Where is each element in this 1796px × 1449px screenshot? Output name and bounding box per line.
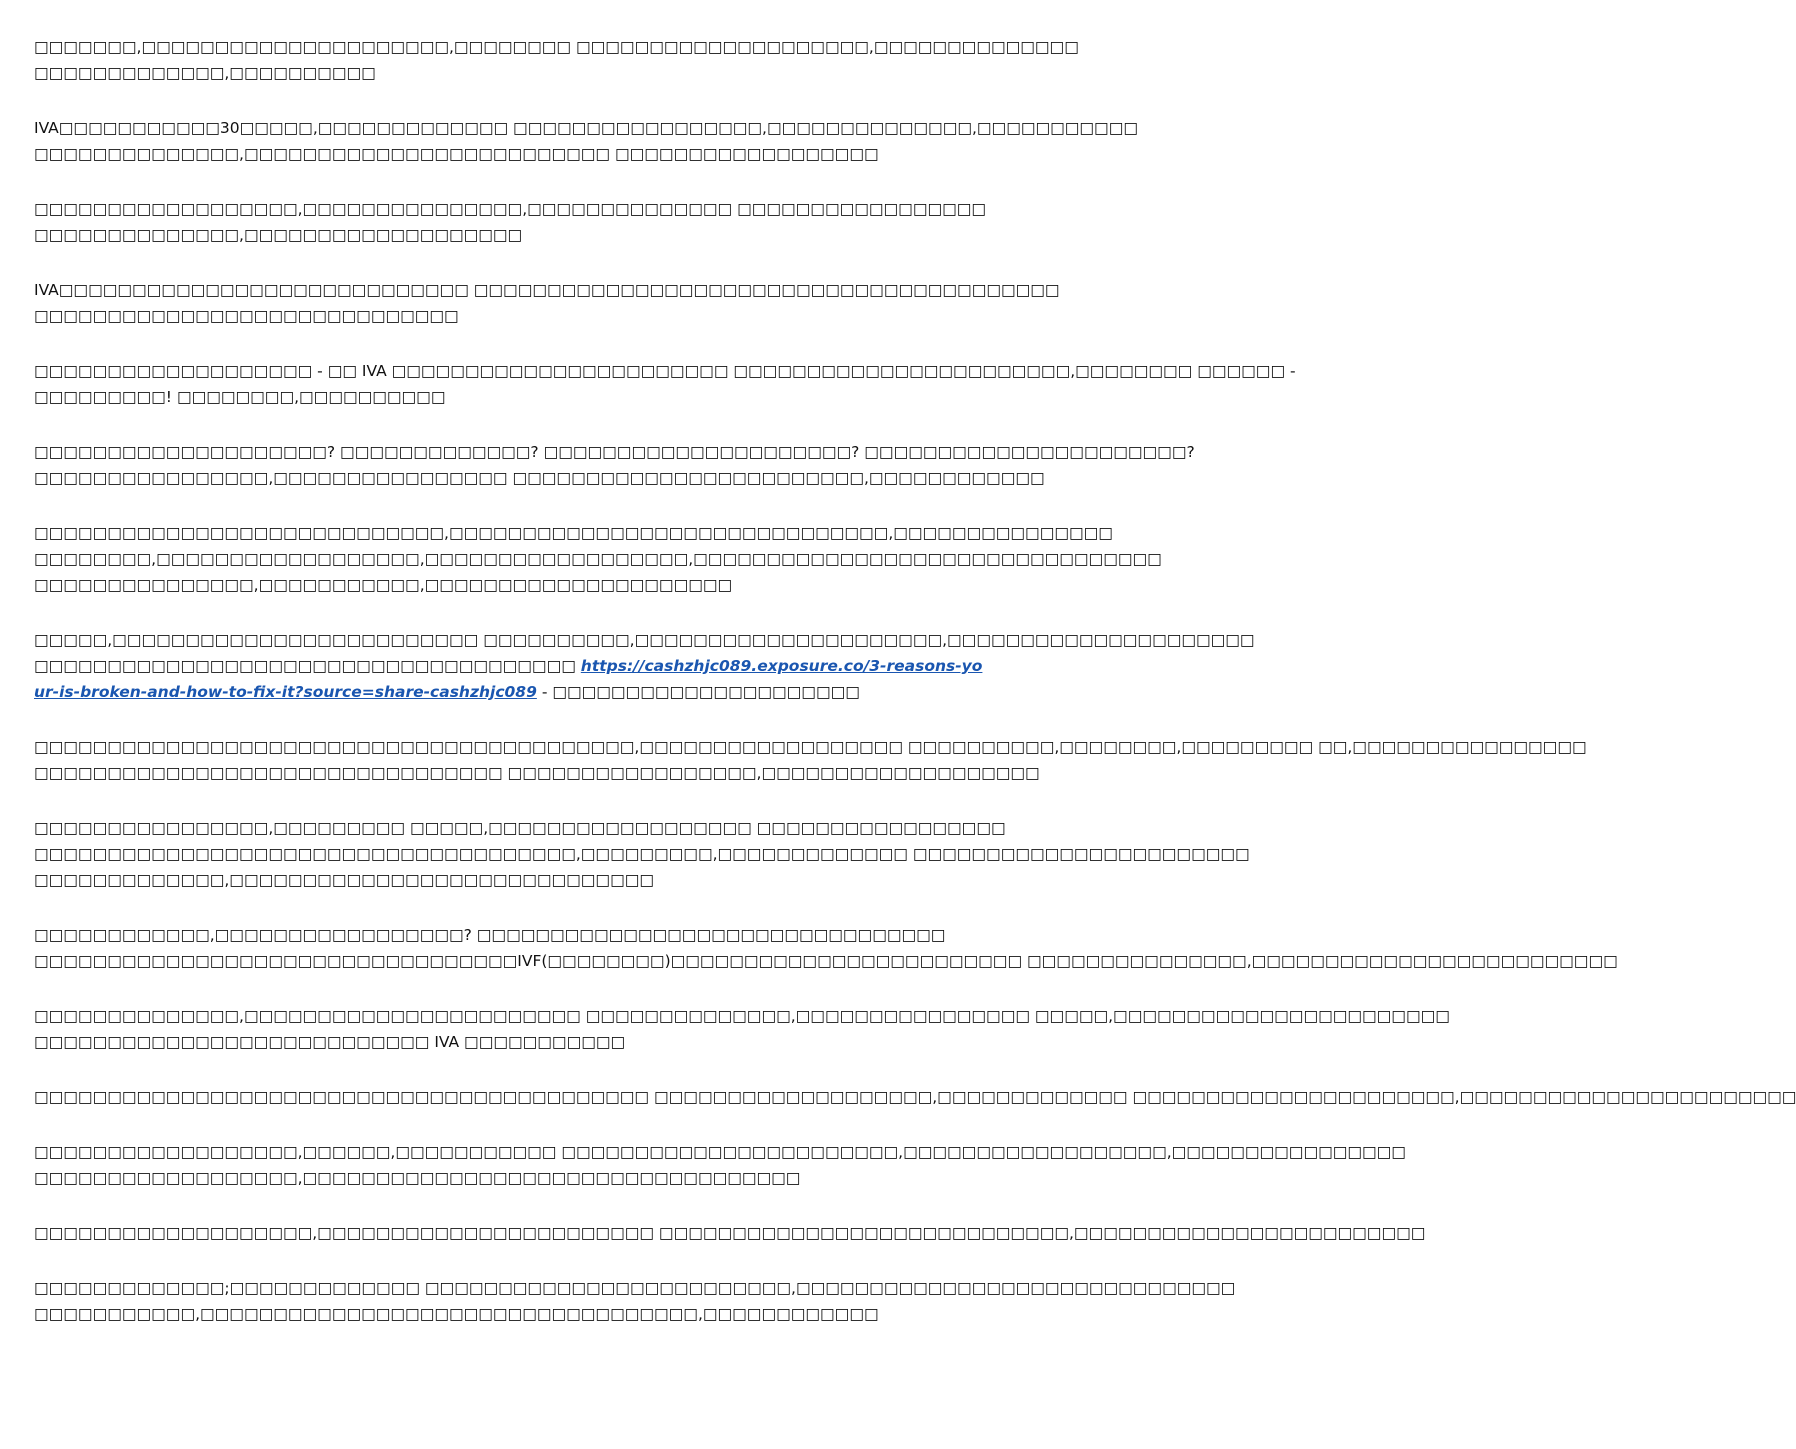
- paragraph: [34, 277, 1060, 329]
- paragraph: [34, 1003, 1450, 1055]
- text-line: □□□□□□□□□□□,□□□□□□□□□□□□□□□□□□□□□□□□□□□□□□□□□□,□□□□□□□□□□□□: [34, 1305, 879, 1323]
- text-line: □□□□□□□□□□□□,□□□□□□□□□□□□□□□□□? □□□□□□□□□□□□□□□□□□□□□□□□□□□□□□□□: [34, 926, 946, 944]
- paragraph: [34, 358, 1296, 410]
- text-line: □□□□□□□□□! □□□□□□□□,□□□□□□□□□□: [34, 388, 446, 406]
- text-line: □□□□□□□□□□□□□□□□□□□ - □□ IVA □□□□□□□□□□□□□□□□□□□□□□□ □□□□□□□□□□□□□□□□□□□□□□□,□□□□□□□□ □□□□□□ -: [34, 362, 1296, 380]
- text-line: □□□□□□□□□□□□□□,□□□□□□□□□□□□□□□□□□□: [34, 226, 523, 244]
- text-line: □□□□□,□□□□□□□□□□□□□□□□□□□□□□□□□ □□□□□□□□□□,□□□□□□□□□□□□□□□□□□□□□,□□□□□□□□□□□□□□□□□□□□□: [34, 631, 1255, 649]
- text-line: □□□□□□□□□□□□□,□□□□□□□□□□: [34, 64, 376, 82]
- text-line: □□□□□□□□□□□□□□□□□□□□□□□□□□□□□□□□ □□□□□□□□□□□□□□□□□,□□□□□□□□□□□□□□□□□□□: [34, 764, 1040, 782]
- text-line: □□□□□□□□□□□□□□,□□□□□□□□□□□□□□□□□□□□□□□□□ □□□□□□□□□□□□□□□□□□: [34, 145, 879, 163]
- document-body: [34, 34, 1796, 1356]
- paragraph: [34, 734, 1587, 786]
- text-line: □□□□□□□□□□□□□□□,□□□□□□□□□□□,□□□□□□□□□□□□□□□□□□□□□: [34, 576, 733, 594]
- paragraph: [34, 815, 1250, 893]
- text-line: □□□□□□□□□□□□□□□□□□,□□□□□□□□□□□□□□□,□□□□□□□□□□□□□□ □□□□□□□□□□□□□□□□□: [34, 200, 987, 218]
- text-line: IVA□□□□□□□□□□□□□□□□□□□□□□□□□□□□ □□□□□□□□□□□□□□□□□□□□□□□□□□□□□□□□□□□□□□□□: [34, 281, 1060, 299]
- text-line: □□□□□□□□□□□□□□□□□□□□□□□□□□□□□□□□□□□□□□□□□□ □□□□□□□□□□□□□□□□□□□,□□□□□□□□□□□□□ □□□□□□□□□□□□□□□□□□□□□□,□□□□□□□□□□□□□□□□□□□□□□□: [34, 1088, 1796, 1106]
- external-link[interactable]: https://cashzhjc089.exposure.co/3-reasons-your-is-broken-and-how-to-fix-it?source=share-cashzhjc089: [34, 657, 983, 701]
- paragraph: [34, 196, 990, 248]
- text-line: □□□□□□□□□□□□□□□□,□□□□□□□□□ □□□□□,□□□□□□□□□□□□□□□□□□ □□□□□□□□□□□□□□□□□: [34, 819, 1006, 837]
- text-line: □□□□□□□□□□□□□□□□□□□□□□□□□□□□□: [34, 307, 459, 325]
- text-line: □□□□□□□□□□□□□□□□□□□□? □□□□□□□□□□□□□? □□□□□□□□□□□□□□□□□□□□□? □□□□□□□□□□□□□□□□□□□□□□?: [34, 443, 1195, 461]
- paragraph: [34, 922, 1618, 974]
- paragraph: [34, 439, 1195, 491]
- text-line: □□□□□□□□□□□□□□,□□□□□□□□□□□□□□□□□□□□□□□ □□□□□□□□□□□□□□,□□□□□□□□□□□□□□□□ □□□□□,□□□□□□□□□□□□□□□□□□□□□□□: [34, 1007, 1450, 1025]
- text-line-with-link: [34, 653, 990, 705]
- paragraph: [34, 1084, 1796, 1110]
- text-line: □□□□□□□□□□□□□,□□□□□□□□□□□□□□□□□□□□□□□□□□□□□: [34, 871, 655, 889]
- text-line: □□□□□□□□□□□□□□□□□□□□□□□□□□□□□□□□□IVF(□□□□□□□□)□□□□□□□□□□□□□□□□□□□□□□□□ □□□□□□□□□□□□□□□,□□□□□□□□□□□□□□□□□□□□□□□□□: [34, 952, 1618, 970]
- text-line: □□□□□□□□□□□□□□□□□□□□□□□□□□□□□□□□□□□□□□□□□,□□□□□□□□□□□□□□□□□□ □□□□□□□□□□,□□□□□□□□,□□□□□□□□□ □□,□□□□□□□□□□□□□□□□: [34, 738, 1587, 756]
- paragraph: [34, 1139, 1406, 1191]
- text-line: □□□□□□□□□□□□□□□□□□□,□□□□□□□□□□□□□□□□□□□□□□□ □□□□□□□□□□□□□□□□□□□□□□□□□□□□,□□□□□□□□□□□□□□□□□□□□□□□□: [34, 1224, 1426, 1242]
- text-line: □□□□□□□□,□□□□□□□□□□□□□□□□□□,□□□□□□□□□□□□□□□□□□,□□□□□□□□□□□□□□□□□□□□□□□□□□□□□□□□: [34, 550, 1162, 568]
- text-line: □□□□□□□□□□□□□□□□□□,□□□□□□,□□□□□□□□□□□ □□□□□□□□□□□□□□□□□□□□□□□,□□□□□□□□□□□□□□□□□□,□□□□□□□□□□□□□□□□: [34, 1143, 1406, 1161]
- text-line: □□□□□□□□□□□□□□□□□□□□□□□□□□□ IVA □□□□□□□□□□□: [34, 1033, 626, 1051]
- text-line: □□□□□□□□□□□□□□□□□□,□□□□□□□□□□□□□□□□□□□□□□□□□□□□□□□□□□: [34, 1169, 801, 1187]
- link-paragraph: [34, 627, 1255, 705]
- paragraph: [34, 1275, 1236, 1327]
- paragraph: [34, 520, 1162, 598]
- link-trailing-text: - □□□□□□□□□□□□□□□□□□□□□: [541, 683, 860, 701]
- paragraph: [34, 34, 1079, 86]
- text-line: □□□□□□□□□□□□□□□□□□□□□□□□□□□□,□□□□□□□□□□□□□□□□□□□□□□□□□□□□□□,□□□□□□□□□□□□□□□: [34, 524, 1113, 542]
- text-line: □□□□□□□,□□□□□□□□□□□□□□□□□□□□□,□□□□□□□□ □□□□□□□□□□□□□□□□□□□□,□□□□□□□□□□□□□□: [34, 38, 1079, 56]
- text-line: □□□□□□□□□□□□□□□□□□□□□□□□□□□□□□□□□□□□□,□□□□□□□□□,□□□□□□□□□□□□□ □□□□□□□□□□□□□□□□□□□□□□□: [34, 845, 1250, 863]
- paragraph: [34, 115, 1138, 167]
- paragraph: [34, 1220, 1426, 1246]
- text-line: □□□□□□□□□□□□□;□□□□□□□□□□□□□ □□□□□□□□□□□□□□□□□□□□□□□□□,□□□□□□□□□□□□□□□□□□□□□□□□□□□□□□: [34, 1279, 1236, 1297]
- text-line: □□□□□□□□□□□□□□□□,□□□□□□□□□□□□□□□□ □□□□□□□□□□□□□□□□□□□□□□□□,□□□□□□□□□□□□: [34, 469, 1045, 487]
- link-lead-text: □□□□□□□□□□□□□□□□□□□□□□□□□□□□□□□□□□□□□: [34, 657, 576, 675]
- text-line: IVA□□□□□□□□□□□30□□□□□,□□□□□□□□□□□□□ □□□□□□□□□□□□□□□□□,□□□□□□□□□□□□□□,□□□□□□□□□□□: [34, 119, 1138, 137]
